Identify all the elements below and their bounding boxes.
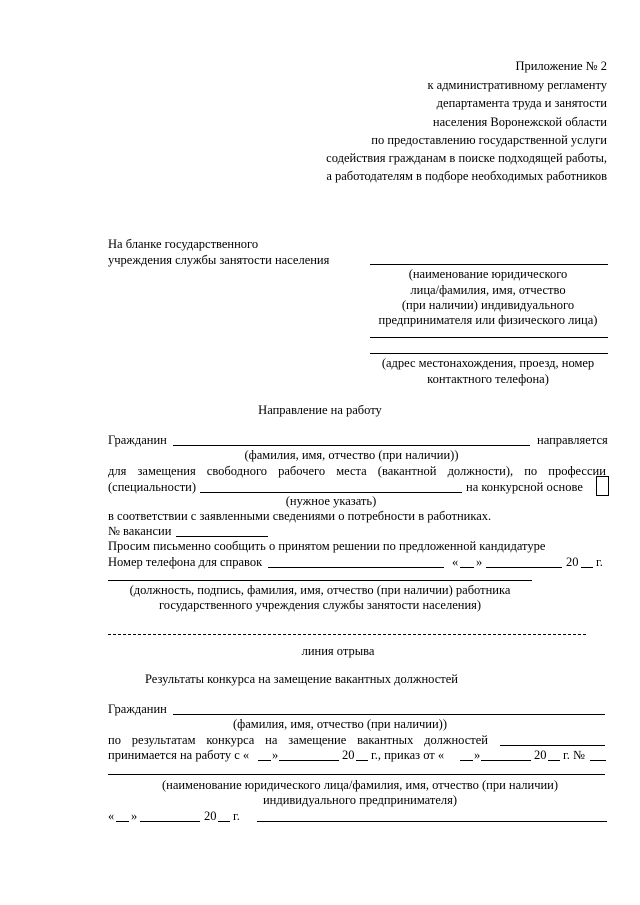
order-number-label: г. № [563, 748, 585, 762]
blank-note-line: На бланке государственного [108, 237, 259, 251]
citizen-label: Гражданин [108, 433, 167, 447]
final-day-line [116, 821, 129, 822]
year-prefix: 20 [342, 748, 355, 762]
caption: (должность, подпись, фамилия, имя, отчество (при наличии) работника [129, 583, 511, 597]
month-line [486, 567, 562, 568]
citizen-name-line [173, 445, 530, 446]
appendix-line: а работодателям в подборе необходимых работников [326, 169, 607, 183]
speciality-label: (специальности) [108, 480, 197, 494]
appendix-line: по предоставлению государственной услуги [371, 133, 607, 147]
year-suffix: г. [596, 555, 603, 569]
accordance-text: в соответствии с заявленными сведениями о потребности в работниках. [108, 509, 492, 523]
date-close-quote: » [131, 809, 138, 823]
date-open-quote: « [108, 809, 115, 823]
date-open-quote: « [452, 555, 459, 569]
year-prefix: 20 [204, 809, 217, 823]
direction-title: Направление на работу [258, 403, 382, 417]
order-year-line [548, 760, 560, 761]
organization-line [108, 774, 605, 775]
final-month-line [140, 821, 200, 822]
appendix-number: Приложение № 2 [515, 59, 607, 73]
day-line [460, 567, 474, 568]
caption: контактного телефона) [427, 372, 549, 386]
final-year-line [218, 821, 230, 822]
caption: (при наличии) индивидуального [401, 298, 575, 312]
start-month-line [279, 760, 339, 761]
appendix-line: департамента труда и занятости [436, 96, 607, 110]
tear-label: линия отрыва [301, 644, 375, 658]
vacancy-number-line [176, 536, 268, 537]
start-day-line [258, 760, 271, 761]
addressee-name-line [370, 264, 608, 265]
caption: (фамилия, имя, отчество (при наличии)) [244, 448, 459, 462]
accepted-label: принимается на работу с « [108, 748, 250, 762]
addressee-line [370, 337, 608, 338]
caption: (фамилия, имя, отчество (при наличии)) [232, 717, 447, 731]
phone-line [268, 567, 444, 568]
caption: лица/фамилия, имя, отчество [410, 283, 566, 297]
appendix-line: к административному регламенту [427, 78, 607, 92]
caption: (наименование юридического лица/фамилия, имя, отчество (при наличии) [161, 778, 559, 792]
order-month-line [481, 760, 531, 761]
contest-line: по результатам конкурса на замещение вакантных должностей [108, 733, 488, 747]
order-number-line [590, 760, 606, 761]
results-title: Результаты конкурса на замещение вакантных должностей [145, 672, 458, 686]
caption: предпринимателя или физического лица) [378, 313, 598, 327]
caption: (нужное указать) [285, 494, 377, 508]
addressee-address-line [370, 353, 608, 354]
tear-line [108, 634, 586, 635]
year-line [581, 567, 593, 568]
results-citizen-line [173, 714, 605, 715]
blank-note-line: учреждения службы занятости населения [108, 253, 330, 267]
caption: государственного учреждения службы занятости населения) [158, 598, 482, 612]
appendix-line: содействия гражданам в поиске подходящей работы, [326, 151, 607, 165]
appendix-line: населения Воронежской области [432, 115, 607, 129]
year-prefix: 20 [534, 748, 547, 762]
year-suffix: г. [233, 809, 240, 823]
phone-label: Номер телефона для справок [108, 555, 263, 569]
vacancy-line: для замещения свободного рабочего места (вакантной должности), по профессии [108, 464, 606, 478]
start-year-line [356, 760, 368, 761]
competitive-label: на конкурсной основе [466, 480, 583, 494]
speciality-line [200, 492, 462, 493]
competitive-checkbox[interactable] [596, 476, 609, 496]
date-close-quote: » [476, 555, 483, 569]
caption: (адрес местонахождения, проезд, номер [381, 356, 595, 370]
signature-line [108, 580, 532, 581]
order-label: г., приказ от « [371, 748, 445, 762]
year-prefix: 20 [566, 555, 579, 569]
request-text: Просим письменно сообщить о принятом решении по предложенной кандидатуре [108, 539, 546, 553]
results-citizen-label: Гражданин [108, 702, 167, 716]
caption: (наименование юридического [408, 267, 568, 281]
position-line [500, 745, 605, 746]
final-signature-line [257, 821, 607, 822]
close-quote: » [474, 748, 481, 762]
vacancy-number-label: № вакансии [108, 524, 172, 538]
citizen-suffix: направляется [537, 433, 608, 447]
order-day-line [460, 760, 473, 761]
close-quote: » [272, 748, 279, 762]
caption: индивидуального предпринимателя) [262, 793, 458, 807]
